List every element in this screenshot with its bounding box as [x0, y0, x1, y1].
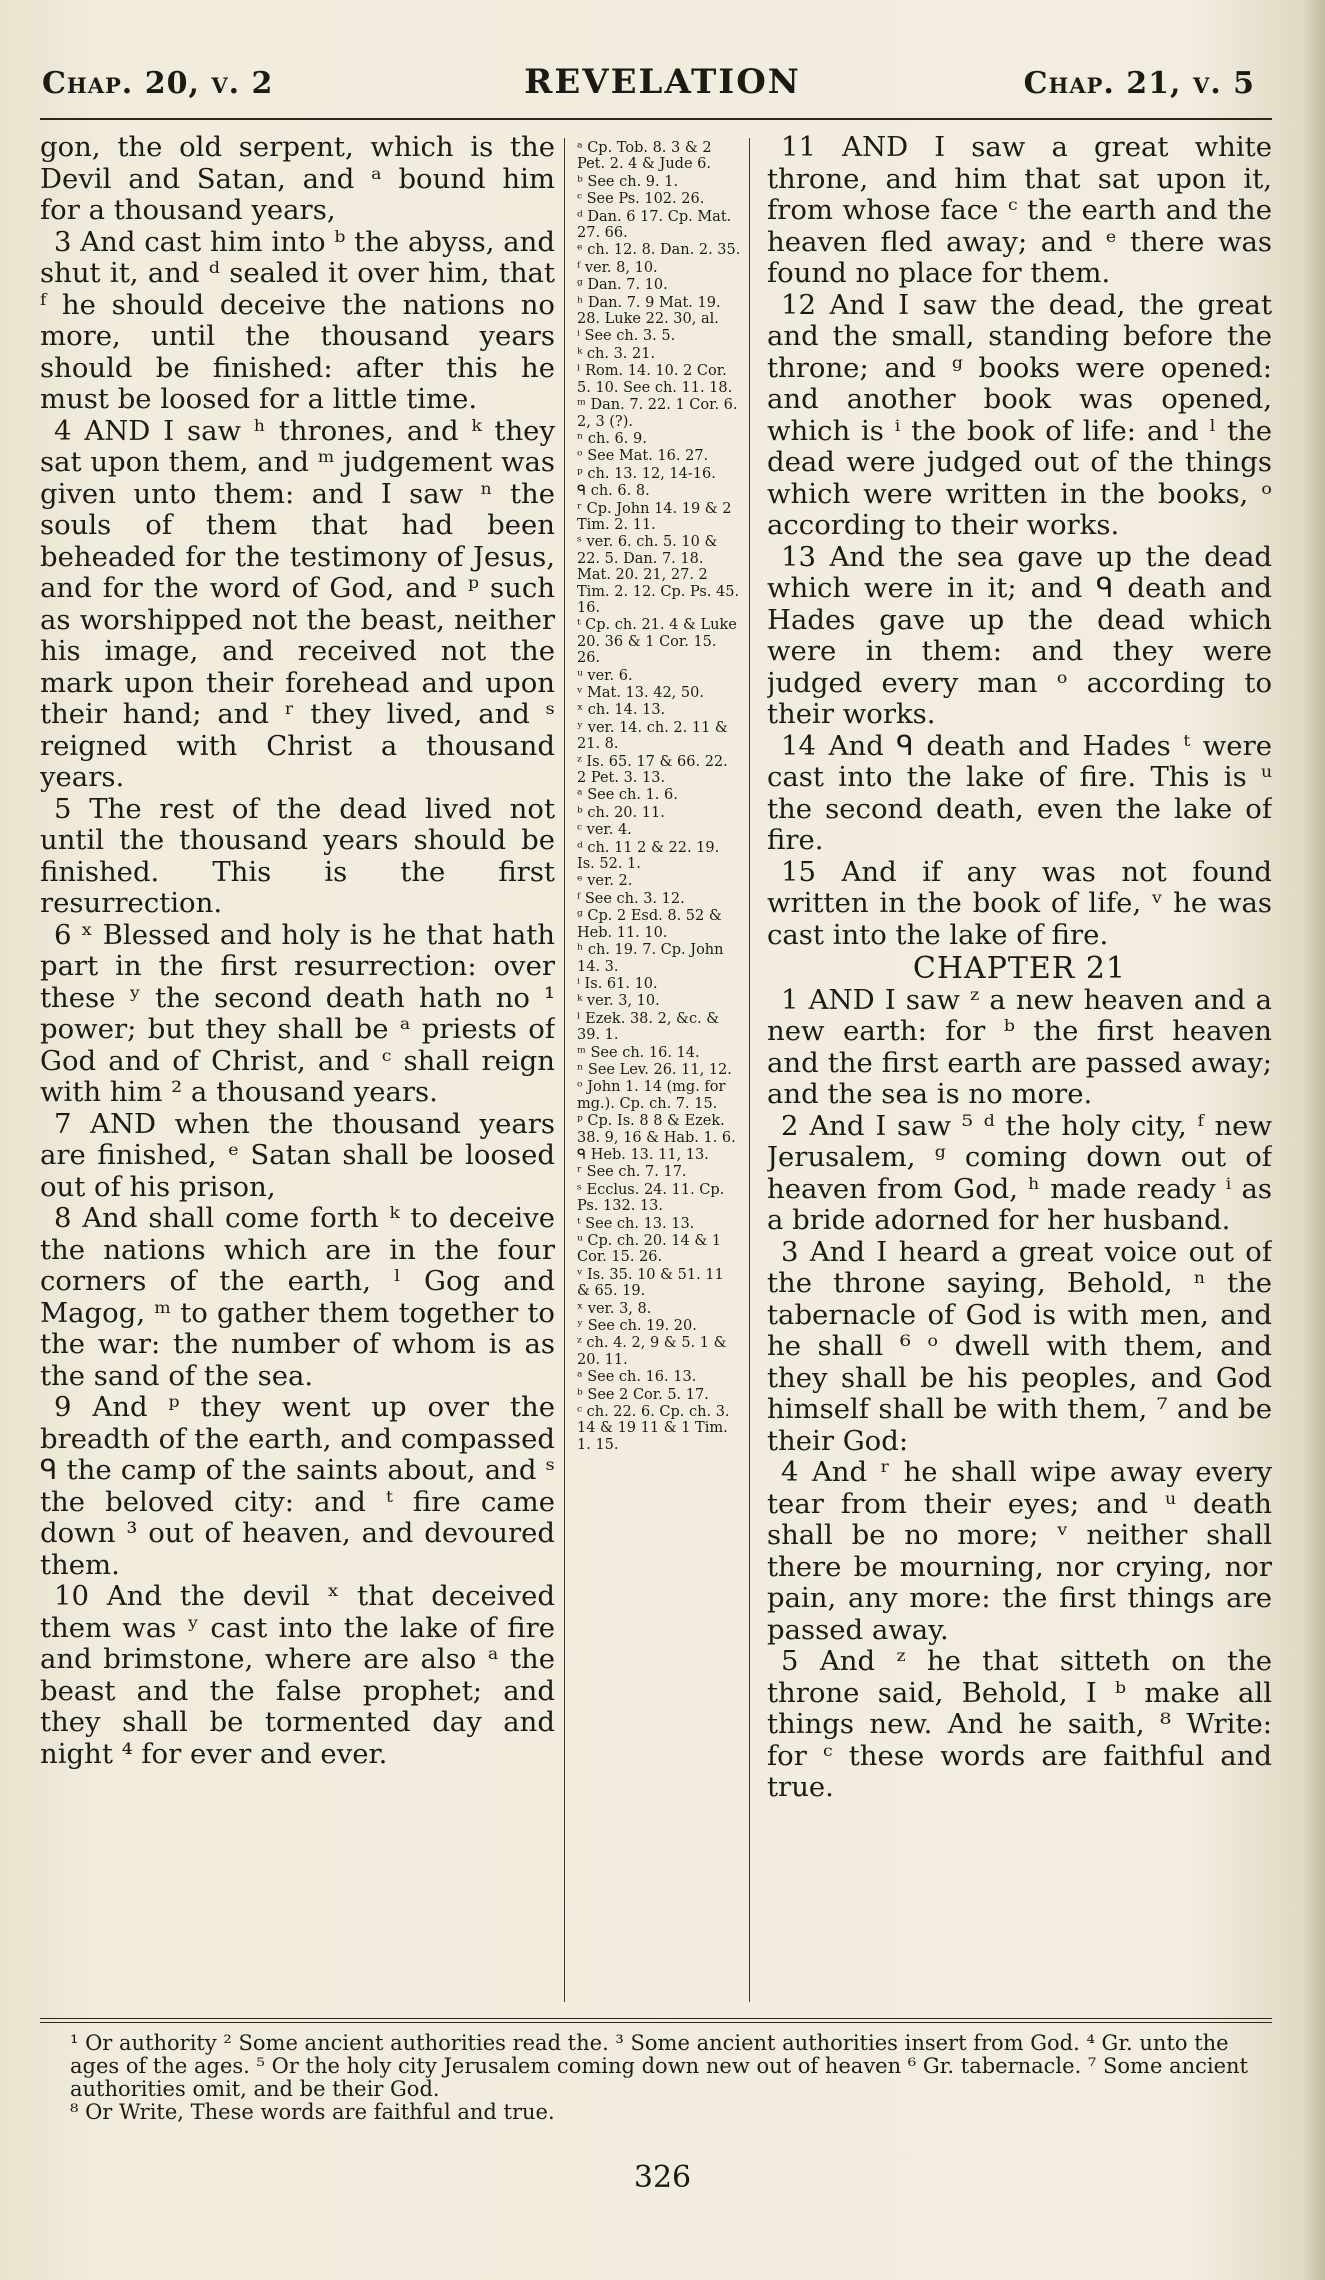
- cross-reference: ⁿ ch. 6. 9.: [577, 430, 647, 447]
- verse: 2 And I saw ⁵ ᵈ the holy city, ᶠ new Jerusalem, ᵍ coming down out of heaven from God, ʰ made ready ⁱ as a bride adorned for her husband.: [767, 1109, 1272, 1236]
- cross-reference: ˢ Ecclus. 24. 11. Cp. Ps. 132. 13.: [577, 1181, 725, 1215]
- cross-reference: ⁱ Is. 61. 10.: [577, 975, 658, 992]
- running-header-title: REVELATION: [524, 62, 801, 102]
- verse: gon, the old serpent, which is the Devil and Satan, and ᵃ bound him for a thousand years,: [40, 132, 555, 226]
- cross-reference: ᵗ See ch. 13. 13.: [577, 1215, 695, 1232]
- cross-reference: ᵇ ch. 20. 11.: [577, 804, 665, 821]
- footnote-rule-lower: [40, 2022, 1272, 2023]
- cross-reference: ᶜ See Ps. 102. 26.: [577, 191, 705, 208]
- cross-reference: ᵃ Cp. Tob. 8. 3 & 2 Pet. 2. 4 & Jude 6.: [577, 140, 712, 173]
- cross-reference: ᵛ Is. 35. 10 & 51. 11 & 65. 19.: [577, 1266, 724, 1300]
- cross-reference: ᵘ ver. 6.: [577, 667, 633, 684]
- cross-reference: ᵉ ch. 12. 8. Dan. 2. 35.: [577, 242, 741, 259]
- cross-reference: ᵃ See ch. 16. 13.: [577, 1369, 697, 1386]
- cross-reference: ᶜ ch. 22. 6. Cp. ch. 3. 14 & 19 11 & 1 Tim. 1. 15.: [577, 1404, 730, 1453]
- footnotes: [70, 2032, 1280, 2124]
- cross-reference: ⁱ See ch. 3. 5.: [577, 328, 676, 345]
- text-column-right: [767, 132, 1272, 2008]
- cross-reference: ᵇ See ch. 9. 1.: [577, 173, 679, 190]
- cross-reference: ʳ See ch. 7. 17.: [577, 1164, 687, 1181]
- cross-reference: ᵇ See 2 Cor. 5. 17.: [577, 1386, 709, 1403]
- cross-reference: ᶠ ver. 8, 10.: [577, 259, 658, 276]
- verse: 8 And shall come forth ᵏ to deceive the nations which are in the four corners of the earth, ˡ Gog and Magog, ᵐ to gather them together to the war: the number of whom is as the sand of the sea.: [40, 1202, 555, 1392]
- cross-reference: ᵖ ch. 13. 12, 14-16.: [577, 465, 716, 482]
- verse: 7 AND when the thousand years are finished, ᵉ Satan shall be loosed out of his prison,: [40, 1107, 555, 1203]
- running-header-left: Chap. 20, v. 2: [42, 66, 274, 101]
- verse: 14 And ᑫ death and Hades ᵗ were cast into the lake of fire. This is ᵘ the second death, even the lake of fire.: [767, 729, 1272, 856]
- cross-reference: ˣ ver. 3, 8.: [577, 1300, 652, 1317]
- verse: 4 And ʳ he shall wipe away every tear from their eyes; and ᵘ death shall be no more; ᵛ neither shall there be mourning, nor crying, nor pain, any more: the first things are passed away.: [767, 1456, 1272, 1646]
- verse: 13 And the sea gave up the dead which were in it; and ᑫ death and Hades gave up the dead which were in them: and they were judged every man ᵒ according to their works.: [767, 540, 1272, 730]
- cross-reference: ᶜ ver. 4.: [577, 822, 632, 839]
- cross-reference: ᵈ ch. 11 2 & 22. 19. Is. 52. 1.: [577, 839, 720, 873]
- cross-reference: ᵛ Mat. 13. 42, 50.: [577, 685, 704, 701]
- verse: 9 And ᵖ they went up over the breadth of the earth, and compassed ᑫ the camp of the saints about, and ˢ the beloved city: and ᵗ fire came down ³ out of heaven, and devoured them.: [40, 1391, 555, 1581]
- cross-reference: ᵗ Cp. ch. 21. 4 & Luke 20. 36 & 1 Cor. 15. 26.: [577, 617, 737, 667]
- verse: 1 AND I saw ᶻ a new heaven and a new earth: for ᵇ the first heaven and the first earth are passed away; and the sea is no more.: [767, 983, 1272, 1110]
- verse: 3 And cast him into ᵇ the abyss, and shut it, and ᵈ sealed it over him, that ᶠ he should deceive the nations no more, until the thousand years should be finished: after this he must be loosed for a little time.: [40, 225, 555, 415]
- cross-reference: ᵐ Dan. 7. 22. 1 Cor. 6. 2, 3 (?).: [577, 397, 738, 430]
- cross-reference: ˡ Ezek. 38. 2, &c. & 39. 1.: [577, 1010, 720, 1044]
- verse: 10 And the devil ˣ that deceived them was ʸ cast into the lake of fire and brimstone, where are also ᵃ the beast and the false prophet; and they shall be tormented day and night ⁴ for ever and ever.: [40, 1580, 555, 1770]
- cross-reference: ᵒ See Mat. 16. 27.: [577, 448, 709, 465]
- verse: 12 And I saw the dead, the great and the small, standing before the throne; and ᵍ books were opened: and another book was opened, which is ⁱ the book of life: and ˡ the dead were judged out of the things which were written in the books, ᵒ according to their works.: [767, 288, 1272, 541]
- verse: 5 And ᶻ he that sitteth on the throne said, Behold, I ᵇ make all things new. And he saith, ⁸ Write: for ᶜ these words are faithful and true.: [767, 1645, 1272, 1803]
- paper-edge-shadow: [1303, 0, 1325, 2280]
- cross-reference-column: [564, 138, 750, 2002]
- cross-reference: ᶻ ch. 4. 2, 9 & 5. 1 & 20. 11.: [577, 1335, 727, 1368]
- verse: 15 And if any was not found written in the book of life, ᵛ he was cast into the lake of fire.: [767, 855, 1272, 951]
- verse: 3 And I heard a great voice out of the throne saying, Behold, ⁿ the tabernacle of God is with men, and he shall ⁶ ᵒ dwell with them, and they shall be his peoples, and God himself shall be with them, ⁷ and be their God:: [767, 1235, 1272, 1457]
- text-column-left: [40, 132, 555, 2008]
- cross-reference: ʰ ch. 19. 7. Cp. John 14. 3.: [577, 942, 724, 975]
- verse: 11 AND I saw a great white throne, and him that sat upon it, from whose face ᶜ the earth and the heaven fled away; and ᵉ there was found no place for them.: [767, 132, 1272, 289]
- cross-reference: ᵐ See ch. 16. 14.: [577, 1044, 700, 1061]
- cross-reference: ᶻ Is. 65. 17 & 66. 22. 2 Pet. 3. 13.: [577, 753, 728, 787]
- cross-reference: ᵖ Cp. Is. 8 8 & Ezek. 38. 9, 16 & Hab. 1. 6.: [577, 1113, 736, 1146]
- cross-reference: ᵍ Dan. 7. 10.: [577, 277, 668, 294]
- cross-reference: ʰ Dan. 7. 9 Mat. 19. 28. Luke 22. 30, al.: [577, 294, 721, 328]
- cross-reference: ᵈ Dan. 6 17. Cp. Mat. 27. 66.: [577, 208, 732, 242]
- cross-reference: ᵘ Cp. ch. 20. 14 & 1 Cor. 15. 26.: [577, 1233, 722, 1266]
- running-header-right: Chap. 21, v. 5: [1023, 66, 1255, 101]
- footnote-line: ⁸ Or Write, These words are faithful and true.: [70, 2100, 555, 2124]
- cross-reference: ᑫ ch. 6. 8.: [577, 483, 650, 500]
- cross-reference: ᶠ See ch. 3. 12.: [577, 890, 685, 907]
- cross-reference: ᵏ ch. 3. 21.: [577, 345, 656, 362]
- verse: 5 The rest of the dead lived not until the thousand years should be finished. This is the first resurrection.: [40, 792, 555, 919]
- cross-reference: ʸ ver. 14. ch. 2. 11 & 21. 8.: [577, 719, 728, 753]
- cross-reference: ˢ ver. 6. ch. 5. 10 & 22. 5. Dan. 7. 18. Mat. 20. 21, 27. 2 Tim. 2. 12. Cp. Ps. 45. 16.: [577, 534, 740, 616]
- footnote-line: ¹ Or authority ² Some ancient authorities read the. ³ Some ancient authorities insert from God. ⁴ Gr. unto the ages of the ages. ⁵ Or the holy city Jerusalem coming down new out of heaven ⁶ Gr. tabernacle. ⁷ Some ancient authorities omit, and be their God.: [70, 2031, 1248, 2101]
- cross-reference: ᵒ John 1. 14 (mg. for mg.). Cp. ch. 7. 15.: [577, 1079, 726, 1112]
- verse: 4 AND I saw ʰ thrones, and ᵏ they sat upon them, and ᵐ judgement was given unto them: and I saw ⁿ the souls of them that had been beheaded for the testimony of Jesus, and for the word of God, and ᵖ such as worshipped not the beast, neither his image, and received not the mark upon their forehead and upon their hand; and ʳ they lived, and ˢ reigned with Christ a thousand years.: [40, 414, 555, 793]
- cross-reference: ˡ Rom. 14. 10. 2 Cor. 5. 10. See ch. 11. 18.: [577, 363, 733, 396]
- header-rule: [40, 118, 1272, 120]
- cross-reference: ʳ Cp. John 14. 19 & 2 Tim. 2. 11.: [577, 500, 732, 533]
- cross-reference: ᵉ ver. 2.: [577, 873, 633, 890]
- cross-reference: ᵃ See ch. 1. 6.: [577, 787, 678, 804]
- cross-reference: ᵏ ver. 3, 10.: [577, 993, 660, 1010]
- page-number: 326: [633, 2160, 692, 2195]
- cross-reference: ˣ ch. 14. 13.: [577, 702, 666, 719]
- cross-reference: ᵍ Cp. 2 Esd. 8. 52 & Heb. 11. 10.: [577, 908, 722, 941]
- verse: 6 ˣ Blessed and holy is he that hath part in the first resurrection: over these ʸ the second death hath no ¹ power; but they shall be ᵃ priests of God and of Christ, and ᶜ shall reign with him ² a thousand years.: [40, 918, 555, 1108]
- footnote-rule: [40, 2018, 1272, 2019]
- cross-reference: ᑫ Heb. 13. 11, 13.: [577, 1146, 709, 1163]
- chapter-heading: CHAPTER 21: [912, 951, 1127, 986]
- cross-reference: ⁿ See Lev. 26. 11, 12.: [577, 1061, 732, 1078]
- cross-reference: ʸ See ch. 19. 20.: [577, 1318, 697, 1335]
